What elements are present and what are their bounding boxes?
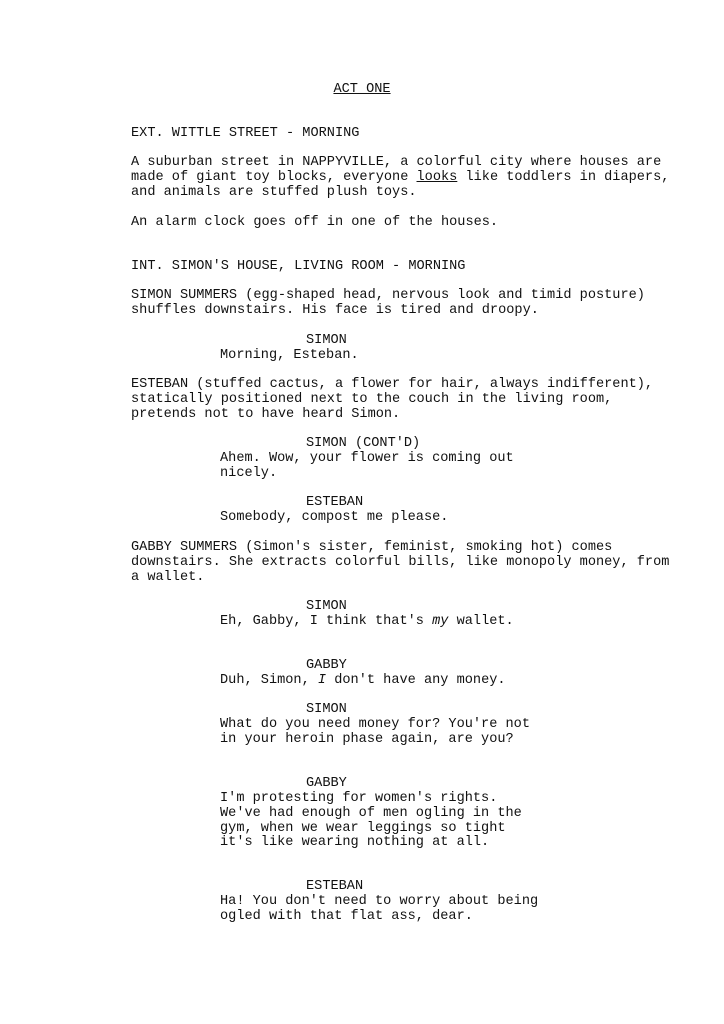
- dialogue-line: Somebody, compost me please.: [220, 510, 449, 525]
- action-paragraph: An alarm clock goes off in one of the houses.: [131, 215, 499, 230]
- dialogue-line: Morning, Esteban.: [220, 348, 359, 363]
- character-name: SIMON: [306, 702, 347, 717]
- emphasized-word: my: [432, 614, 449, 629]
- emphasized-word: I: [317, 673, 327, 688]
- dialogue-line: What do you need money for? You're not in your heroin phase again, are you?: [220, 717, 530, 747]
- character-name: ESTEBAN: [306, 495, 364, 510]
- dialogue-line: Ahem. Wow, your flower is coming out nicely.: [220, 451, 514, 481]
- character-name: GABBY: [306, 776, 347, 791]
- action-paragraph: SIMON SUMMERS (egg-shaped head, nervous look and timid posture) shuffles downstairs. His face is tired and droopy.: [131, 288, 645, 318]
- character-name: ESTEBAN: [306, 879, 364, 894]
- scene-heading: EXT. WITTLE STREET - MORNING: [131, 126, 360, 141]
- action-paragraph: A suburban street in NAPPYVILLE, a colorful city where houses are made of giant toy blocks, everyone looks like toddlers in diapers, and animals are stuffed plush toys.: [131, 155, 670, 200]
- dialogue-line: Duh, Simon, I don't have any money.: [220, 673, 506, 688]
- scene-heading: INT. SIMON'S HOUSE, LIVING ROOM - MORNING: [131, 259, 466, 274]
- act-title: ACT ONE: [333, 82, 391, 97]
- dialogue-line: I'm protesting for women's rights. We've had enough of men ogling in the gym, when we wear leggings so tight it's like wearing nothing at all.: [220, 791, 522, 851]
- character-name: GABBY: [306, 658, 347, 673]
- dialogue-line: Eh, Gabby, I think that's my wallet.: [220, 614, 514, 629]
- action-paragraph: ESTEBAN (stuffed cactus, a flower for hair, always indifferent), statically positioned next to the couch in the living room, pretends not to have heard Simon.: [131, 377, 654, 422]
- character-name: SIMON: [306, 599, 347, 614]
- character-name: SIMON (CONT'D): [306, 436, 421, 451]
- character-name: SIMON: [306, 333, 347, 348]
- underlined-word: looks: [416, 169, 458, 185]
- action-paragraph: GABBY SUMMERS (Simon's sister, feminist, smoking hot) comes downstairs. She extracts colorful bills, like monopoly money, from a wallet.: [131, 540, 670, 585]
- dialogue-line: Ha! You don't need to worry about being ogled with that flat ass, dear.: [220, 894, 539, 924]
